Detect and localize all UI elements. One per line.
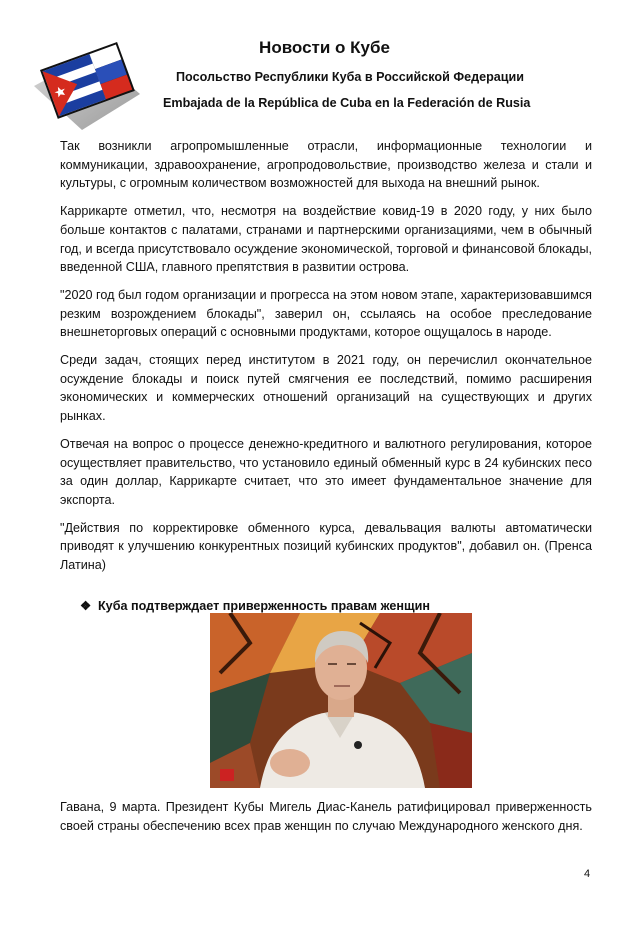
article-body — [60, 137, 592, 584]
newsletter-title: Новости о Кубе — [259, 38, 390, 57]
paragraph: Среди задач, стоящих перед институтом в 2021 году, он перечислил окончательное осуждение блокады и поиск путей смягчения ее последствий, помимо расширения экономических и коммерческих отношений организаций на существующих и других рынках. — [60, 353, 592, 424]
paragraph: Так возникли агропромышленные отрасли, информационные технологии и коммуникации, здравоохранение, агропродовольствие, производство железа и стали и культуры, с огромным количеством возможностей для выхода на внешний рынок. — [60, 139, 592, 191]
page-number: 4 — [584, 868, 591, 880]
paragraph: Каррикарте отметил, что, несмотря на воздействие ковид-19 в 2020 году, у них было больше контактов с палатами, странами и партнерскими организациями, чем в обычный год, и всегда присутствовало осуждение экономической, торговой и финансовой блокады, введенной США, главного препятствия в развитии острова. — [60, 204, 592, 275]
section-heading-text: Куба подтверждает приверженность правам женщин — [98, 599, 430, 613]
paragraph: Отвечая на вопрос о процессе денежно-кредитного и валютного регулирования, которое осуществляет правительство, что установило единый обменный курс в 24 кубинских песо за один доллар, Каррикарте считает, что это имеет фундаментальное значение для экспорта. — [60, 436, 592, 507]
diamond-bullet-icon: ❖ — [80, 599, 92, 613]
paragraph: "Действия по корректировке обменного курса, девальвация валюты автоматически приводят к улучшению конкурентных позиций кубинских продуктов", добавил он. (Пренса Латина) — [60, 520, 592, 573]
news-photo — [210, 613, 472, 788]
paragraph: "2020 год был годом организации и прогресса на этом новом этапе, характеризовавшимся резким возрождением блокады", заверил он, ссылаясь на особое преследование внешнеторговых операций с основными продуктами, которое ощущалось в народе. — [60, 287, 592, 340]
section-heading — [80, 598, 430, 613]
section-paragraph: Гавана, 9 марта. Президент Кубы Мигель Диас-Канель ратифицировал приверженность своей страны обеспечению всех прав женщин по случаю Международного женского дня. — [60, 800, 592, 833]
embassy-name-es: Embajada de la República de Cuba en la Federación de Rusia — [163, 96, 531, 110]
embassy-name-ru: Посольство Республики Куба в Российской Федерации — [176, 70, 524, 84]
